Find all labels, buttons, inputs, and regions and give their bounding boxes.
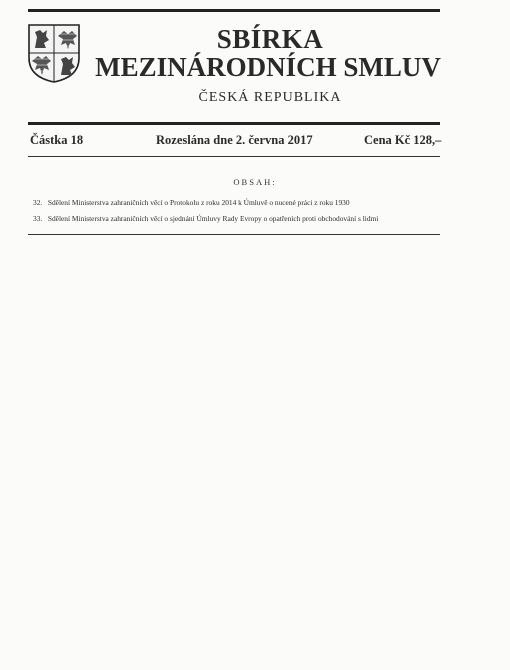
contents-heading: OBSAH:	[233, 177, 277, 187]
contents-item	[33, 195, 453, 211]
item-number: 33.	[33, 214, 43, 223]
country-name: ČESKÁ REPUBLIKA	[198, 90, 342, 105]
publication-date: Rozeslána dne 2. června 2017	[156, 133, 313, 147]
collection-subtitle: MEZINÁRODNÍCH SMLUV	[95, 52, 441, 82]
issue-number: Částka 18	[30, 133, 84, 147]
item-text: Sdělení Ministerstva zahraničních věcí o sjednání Úmluvy Rady Evropy o opatřeních proti obchodování s lidmi	[47, 214, 379, 223]
contents-item	[33, 211, 453, 227]
meta-rule	[28, 156, 440, 157]
top-rule	[28, 9, 440, 12]
collection-title: SBÍRKA	[216, 24, 324, 54]
price: Cena Kč 128,–	[364, 133, 442, 147]
contents-list	[33, 195, 453, 227]
item-text: Sdělení Ministerstva zahraničních věcí o Protokolu z roku 2014 k Úmluvě o nucené práci z roku 1930	[47, 198, 350, 207]
contents-bottom-rule	[28, 234, 440, 235]
header-rule	[28, 122, 440, 125]
czech-coat-of-arms-icon	[26, 22, 82, 84]
item-number: 32.	[33, 198, 43, 207]
